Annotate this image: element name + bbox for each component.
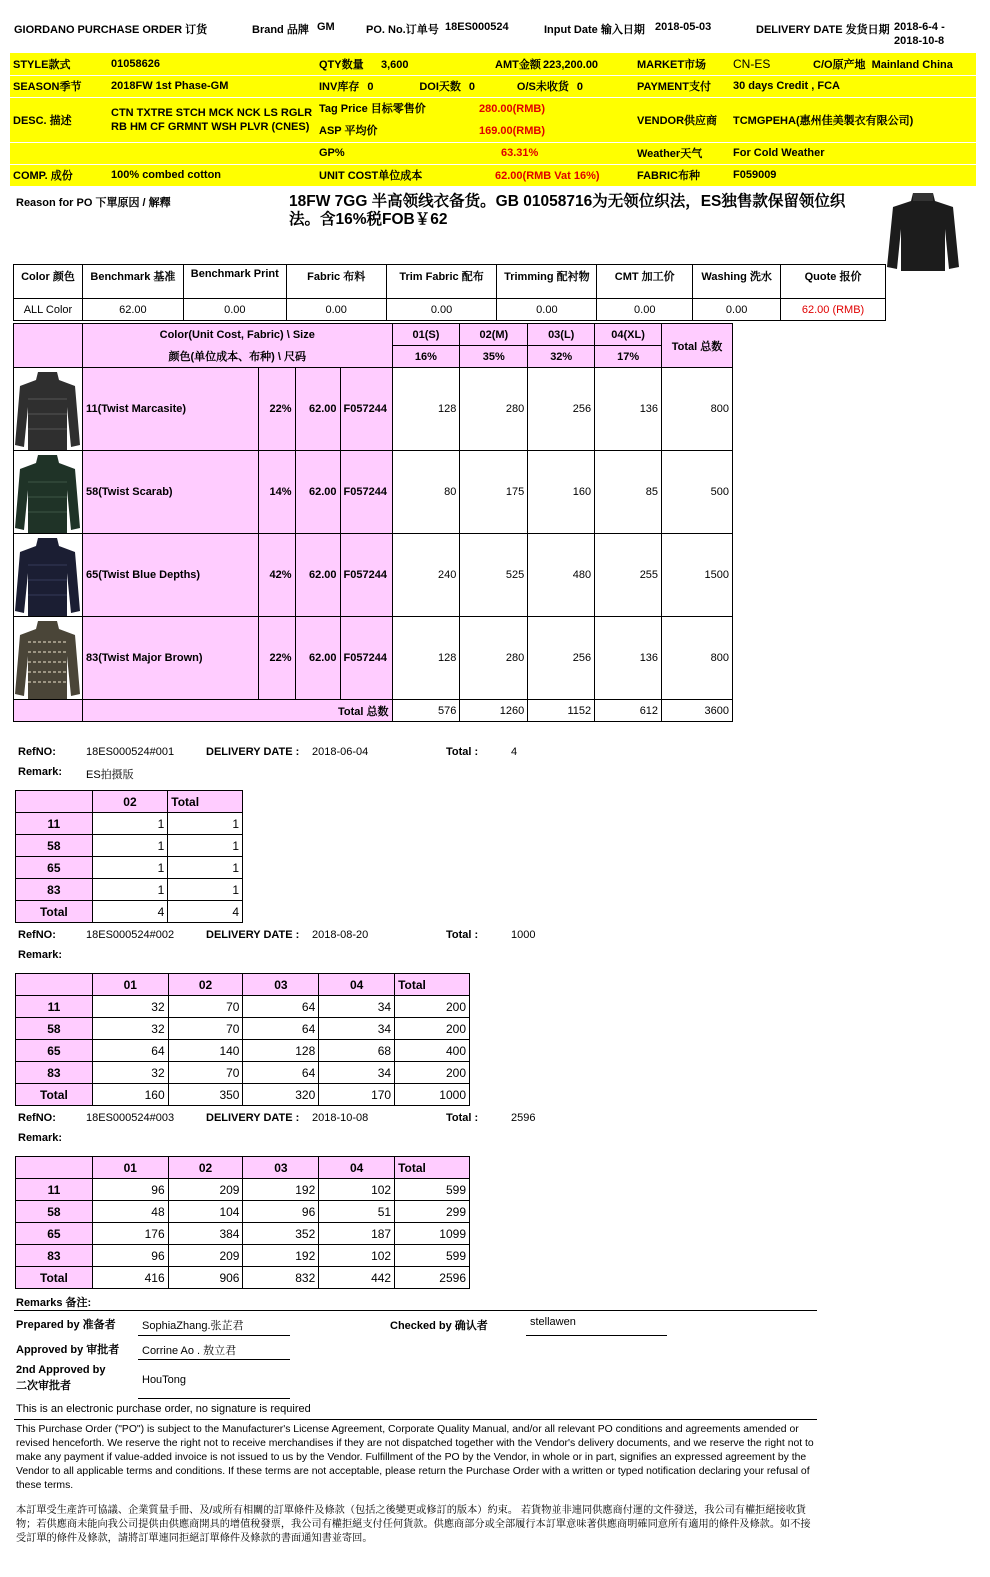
delivery-row-label: 11 xyxy=(16,813,93,835)
cost-header: CMT 加工价 xyxy=(597,265,693,299)
delivery-row-label: 58 xyxy=(16,1201,93,1223)
cost-value-row xyxy=(14,299,886,321)
swatch-twist-scarab xyxy=(14,452,81,533)
delivery-total-value: 2596 xyxy=(511,1112,536,1124)
delivery-cell: 140 xyxy=(168,1040,243,1062)
season-value: 2018FW 1st Phase-GM xyxy=(108,75,316,97)
delivery-cell: 48 xyxy=(92,1201,168,1223)
color-fabric: F057244 xyxy=(340,617,392,700)
delivery-row-label: 83 xyxy=(16,1245,93,1267)
remark-label: Remark: xyxy=(18,766,63,778)
input-date-label: Input Date 输入日期 xyxy=(544,24,645,36)
delivery-cell: 34 xyxy=(319,1062,395,1084)
color-name: 65(Twist Blue Depths) xyxy=(82,534,258,617)
delivery-cell: 32 xyxy=(92,1018,168,1040)
color-unit-cost: 62.00 xyxy=(295,534,340,617)
cost-header: Color 颜色 xyxy=(14,265,83,299)
qty-cell: 525 xyxy=(460,534,528,617)
approved2-label-en: 2nd Approved by xyxy=(16,1364,106,1376)
delivery-cell: 102 xyxy=(319,1245,395,1267)
delivery-row-label: Total xyxy=(16,1084,93,1106)
cost-table xyxy=(13,264,886,321)
doi-label: DOI天数 xyxy=(419,81,461,93)
delivery-cell: 2596 xyxy=(395,1267,470,1289)
brand-value: GM xyxy=(317,21,335,33)
delivery-cell: 51 xyxy=(319,1201,395,1223)
row-total: 800 xyxy=(662,368,733,451)
delivery-cell: 1 xyxy=(168,835,243,857)
grand-total-row xyxy=(14,700,733,722)
cost-header: Fabric 布料 xyxy=(286,265,386,299)
delivery-cell: 70 xyxy=(168,996,243,1018)
signature-line xyxy=(526,1335,667,1336)
color-row xyxy=(14,368,733,451)
delivery-date-value: 2018-06-04 xyxy=(312,746,369,758)
color-percent: 14% xyxy=(258,451,295,534)
cost-header: Quote 报价 xyxy=(781,265,886,299)
cost-value: ALL Color xyxy=(14,299,83,321)
tag-price-label: Tag Price 目标零售价 xyxy=(319,102,426,115)
delivery-cell: 906 xyxy=(168,1267,243,1289)
color-row xyxy=(14,451,733,534)
delivery-cell: 1 xyxy=(92,835,168,857)
weather-value: For Cold Weather xyxy=(730,142,976,164)
delivery-cell: 209 xyxy=(168,1179,243,1201)
grand-total-cell: 1260 xyxy=(460,700,528,722)
delivery-cell: 200 xyxy=(395,1062,470,1084)
delivery-col-header: 04 xyxy=(319,1157,395,1179)
terms-chinese: 本訂單受生產許可協議、企業質量手冊、及/或所有相關的訂單條件及條款（包括之後變更或修訂的版本）約束。 若貨物並非連同供應商付運的文件發送，我公司有權拒絕接收貨物；若供應商未能向我公司提供由供應商開具的增值稅發票，我公司有權拒絕支付任何貨款。供應商部分或全部履行本訂單意味著供應商明確同意所有適用的條件及條款。如不接受訂單的條件及條款，請將訂單連同拒絕訂單條件及條款的書面通知書並寄回。 xyxy=(16,1505,811,1544)
delivery-cell: 400 xyxy=(395,1040,470,1062)
delivery-col-header: 01 xyxy=(92,1157,168,1179)
delivery-cell: 96 xyxy=(92,1245,168,1267)
delivery-cell: 64 xyxy=(92,1040,168,1062)
delivery-cell: 599 xyxy=(395,1245,470,1267)
terms-english: This Purchase Order ("PO") is subject to the Manufacturer's License Agreement, Corporate Quality Manual, and/or all relevant PO conditions and agreements amended or revised henceforth. We reserve the right not to receive merchandises if they are not dispatched together with the Vendor's delivery documents, and we reserve the right not to make any payment if value-added invoice is not issued to us by the Vendor. Fulfillment of the PO by the Vendor, in whole or in part, signifies an expressed agreement by the Vendor to all applicable terms and conditions. If these terms are not acceptable, please return the Purchase Order with a written or typed notification declaring your refusal of these terms. xyxy=(16,1424,814,1491)
market-value: CN-ES xyxy=(733,56,771,71)
delivery-cell: 1 xyxy=(92,857,168,879)
swatch-twist-marcasite xyxy=(14,369,81,450)
delivery-row-label: 11 xyxy=(16,996,93,1018)
qty-cell: 136 xyxy=(595,368,662,451)
delivery-cell: 64 xyxy=(243,1062,319,1084)
refno-value: 18ES000524#003 xyxy=(86,1112,175,1124)
grand-total-cell: 1152 xyxy=(528,700,595,722)
delivery-cell: 1 xyxy=(168,879,243,901)
weather-label: Weather天气 xyxy=(634,142,730,164)
remarks-label: Remarks 备注: xyxy=(16,1297,92,1309)
delivery-total-label: Total : xyxy=(446,746,479,758)
delivery-col-header: 02 xyxy=(168,974,243,996)
refno-label: RefNO: xyxy=(18,929,56,941)
inv-value: 0 xyxy=(367,81,374,93)
style-value: 01058626 xyxy=(108,53,316,75)
gp-value: 63.31% xyxy=(501,147,539,159)
size-ratio: 32% xyxy=(528,346,595,368)
po-number-label: PO. No.订单号 xyxy=(366,24,439,36)
cost-value: 62.00 (RMB) xyxy=(781,299,886,321)
signature-line xyxy=(138,1335,290,1336)
delivery-cell: 64 xyxy=(243,1018,319,1040)
remark-value: ES拍摄版 xyxy=(86,769,134,781)
vendor-label: VENDOR供应商 xyxy=(634,97,730,142)
color-row xyxy=(14,534,733,617)
market-label: MARKET市场 xyxy=(634,53,730,75)
delivery-row-label: 65 xyxy=(16,1040,93,1062)
size-breakdown-table xyxy=(13,323,733,722)
qty-cell: 480 xyxy=(528,534,595,617)
delivery-row-label: Total xyxy=(16,1267,93,1289)
row-total: 800 xyxy=(662,617,733,700)
delivery-cell: 170 xyxy=(319,1084,395,1106)
desc-label: DESC. 描述 xyxy=(10,97,108,142)
delivery-cell: 442 xyxy=(319,1267,395,1289)
delivery-cell: 96 xyxy=(243,1201,319,1223)
delivery-cell: 34 xyxy=(319,1018,395,1040)
cost-header: Benchmark 基准 xyxy=(82,265,183,299)
qty-cell: 255 xyxy=(595,534,662,617)
input-date: 2018-05-03 xyxy=(655,21,712,33)
refno-label: RefNO: xyxy=(18,746,56,758)
color-fabric: F057244 xyxy=(340,368,392,451)
approved2-label-cn: 二次审批者 xyxy=(16,1380,71,1392)
row-total: 1500 xyxy=(662,534,733,617)
grand-total-label: Total 总数 xyxy=(82,700,392,722)
size-ratio: 17% xyxy=(595,346,662,368)
swatch-twist-blue-depths xyxy=(14,535,81,616)
unit-cost-value: 62.00(RMB Vat 16%) xyxy=(495,170,600,183)
remark-label: Remark: xyxy=(18,949,63,961)
delivery-cell: 68 xyxy=(319,1040,395,1062)
season-label: SEASON季节 xyxy=(10,75,108,97)
delivery-col-header: Total xyxy=(395,974,470,996)
delivery-cell: 350 xyxy=(168,1084,243,1106)
delivery-cell: 200 xyxy=(395,1018,470,1040)
amt-value: 223,200.00 xyxy=(543,58,599,71)
delivery-col-header: Total xyxy=(168,791,243,813)
reason-line-1: 18FW 7GG 半高领线衣备货。GB 01058716为无领位织法，ES独售款保留领位织 xyxy=(289,193,846,210)
size-header: 02(M) xyxy=(460,324,528,346)
color-unit-cost: 62.00 xyxy=(295,368,340,451)
delivery-cell: 1099 xyxy=(395,1223,470,1245)
delivery-cell: 32 xyxy=(92,996,168,1018)
reason-text xyxy=(289,193,845,229)
qty-cell: 160 xyxy=(528,451,595,534)
delivery-total-label: Total : xyxy=(446,929,479,941)
unit-cost-label: UNIT COST单位成本 xyxy=(319,170,423,183)
color-row xyxy=(14,617,733,700)
color-name: 83(Twist Major Brown) xyxy=(82,617,258,700)
delivery-cell: 192 xyxy=(243,1179,319,1201)
cost-header-row xyxy=(14,265,886,299)
cost-value: 0.00 xyxy=(183,299,286,321)
delivery-col-header: 01 xyxy=(92,974,168,996)
payment-value: 30 days Credit , FCA xyxy=(730,75,976,97)
cost-value: 62.00 xyxy=(82,299,183,321)
delivery-cell: 96 xyxy=(92,1179,168,1201)
desc-line-1: CTN TXTRE STCH MCK NCK LS RGLR xyxy=(111,106,313,119)
os-label: O/S未收货 xyxy=(516,81,569,93)
checked-value: stellawen xyxy=(530,1316,576,1328)
delivery-date-value: 2018-10-08 xyxy=(312,1112,369,1124)
delivery-date-start: 2018-6-4 - xyxy=(894,21,945,33)
delivery-row-label: 65 xyxy=(16,857,93,879)
cost-header: Trim Fabric 配布 xyxy=(386,265,497,299)
row-total: 500 xyxy=(662,451,733,534)
cost-value: 0.00 xyxy=(386,299,497,321)
delivery-row-label: 11 xyxy=(16,1179,93,1201)
delivery-col-header: 04 xyxy=(319,974,395,996)
color-percent: 22% xyxy=(258,368,295,451)
signature-line xyxy=(138,1359,290,1360)
refno-value: 18ES000524#002 xyxy=(86,929,175,941)
qty-cell: 128 xyxy=(392,368,460,451)
gp-label: GP% xyxy=(319,147,345,159)
size-ratio: 16% xyxy=(392,346,460,368)
qty-cell: 280 xyxy=(460,368,528,451)
delivery-table-2 xyxy=(15,973,470,1106)
delivery-cell: 192 xyxy=(243,1245,319,1267)
delivery-row-label: 83 xyxy=(16,1062,93,1084)
size-header: 03(L) xyxy=(528,324,595,346)
delivery-col-header: 02 xyxy=(92,791,168,813)
comp-value: 100% combed cotton xyxy=(108,164,316,186)
divider xyxy=(14,1310,817,1311)
origin-value: Mainland China xyxy=(871,58,953,71)
qty-label: QTY数量 xyxy=(319,58,364,71)
delivery-cell: 176 xyxy=(92,1223,168,1245)
delivery-cell: 32 xyxy=(92,1062,168,1084)
os-value: 0 xyxy=(576,81,583,93)
vendor-value: TCMGPEHA(惠州佳美製衣有限公司) xyxy=(730,97,976,142)
delivery-cell: 4 xyxy=(168,901,243,923)
qty-cell: 80 xyxy=(392,451,460,534)
signature-line xyxy=(138,1398,290,1399)
delivery-date-label: DELIVERY DATE : xyxy=(206,746,300,758)
cost-header: Trimming 配衬物 xyxy=(497,265,597,299)
delivery-cell: 128 xyxy=(243,1040,319,1062)
grand-total-cell: 612 xyxy=(595,700,662,722)
po-number: 18ES000524 xyxy=(445,21,509,33)
po-title: GIORDANO PURCHASE ORDER 订货 xyxy=(14,24,208,36)
style-thumbnail xyxy=(887,189,959,271)
fabric-value: F059009 xyxy=(730,164,976,186)
delivery-col-header: Total xyxy=(395,1157,470,1179)
origin-label: C/O原产地 xyxy=(813,58,866,71)
delivery-cell: 209 xyxy=(168,1245,243,1267)
delivery-cell: 104 xyxy=(168,1201,243,1223)
delivery-total-value: 1000 xyxy=(511,929,536,941)
delivery-cell: 200 xyxy=(395,996,470,1018)
cost-value: 0.00 xyxy=(286,299,386,321)
delivery-cell: 1 xyxy=(168,857,243,879)
color-name: 58(Twist Scarab) xyxy=(82,451,258,534)
asp-value: 169.00(RMB) xyxy=(479,124,546,137)
delivery-col-header: 03 xyxy=(243,974,319,996)
color-fabric: F057244 xyxy=(340,451,392,534)
grand-total-cell: 576 xyxy=(392,700,460,722)
po-info-table xyxy=(10,53,976,186)
doi-value: 0 xyxy=(468,81,476,93)
cost-header: Washing 洗水 xyxy=(693,265,781,299)
delivery-cell: 299 xyxy=(395,1201,470,1223)
cost-header: Benchmark Print xyxy=(183,265,286,299)
prepared-label: Prepared by 准备者 xyxy=(16,1319,116,1331)
approved2-value: HouTong xyxy=(142,1374,187,1386)
checked-label: Checked by 确认者 xyxy=(390,1320,488,1332)
size-header: 01(S) xyxy=(392,324,460,346)
desc-line-2: RB HM CF GRMNT WSH PLVR (CNES) xyxy=(111,120,310,133)
cost-value: 0.00 xyxy=(693,299,781,321)
color-name: 11(Twist Marcasite) xyxy=(82,368,258,451)
qty-cell: 85 xyxy=(595,451,662,534)
qty-cell: 128 xyxy=(392,617,460,700)
size-header: 04(XL) xyxy=(595,324,662,346)
refno-label: RefNO: xyxy=(18,1112,56,1124)
color-unit-cost: 62.00 xyxy=(295,617,340,700)
qty-cell: 256 xyxy=(528,617,595,700)
tag-price-value: 280.00(RMB) xyxy=(479,102,546,115)
delivery-cell: 187 xyxy=(319,1223,395,1245)
size-ratio: 35% xyxy=(460,346,528,368)
grand-total-cell: 3600 xyxy=(662,700,733,722)
remark-label: Remark: xyxy=(18,1132,63,1144)
delivery-cell: 4 xyxy=(92,901,168,923)
divider xyxy=(14,1419,817,1420)
qty-cell: 256 xyxy=(528,368,595,451)
delivery-date-label: DELIVERY DATE : xyxy=(206,1112,300,1124)
delivery-cell: 416 xyxy=(92,1267,168,1289)
delivery-row-label: Total xyxy=(16,901,93,923)
delivery-cell: 102 xyxy=(319,1179,395,1201)
delivery-row-label: 58 xyxy=(16,1018,93,1040)
refno-value: 18ES000524#001 xyxy=(86,746,175,758)
style-label: STYLE款式 xyxy=(10,53,108,75)
approved-value: Corrine Ao . 敖立君 xyxy=(142,1345,237,1357)
color-percent: 22% xyxy=(258,617,295,700)
delivery-cell: 34 xyxy=(319,996,395,1018)
color-fabric: F057244 xyxy=(340,534,392,617)
prepared-value: SophiaZhang.张芷君 xyxy=(142,1320,244,1332)
delivery-cell: 1000 xyxy=(395,1084,470,1106)
delivery-date-label: DELIVERY DATE 发货日期 xyxy=(756,24,890,36)
comp-label: COMP. 成份 xyxy=(10,164,108,186)
qty-cell: 240 xyxy=(392,534,460,617)
color-unit-cost: 62.00 xyxy=(295,451,340,534)
delivery-date-label: DELIVERY DATE : xyxy=(206,929,300,941)
payment-label: PAYMENT支付 xyxy=(634,75,730,97)
reason-line-2: 法。含16%税FOB￥62 xyxy=(289,211,448,228)
delivery-cell: 352 xyxy=(243,1223,319,1245)
color-size-header: Color(Unit Cost, Fabric) \ Size xyxy=(82,324,392,346)
delivery-table-1 xyxy=(15,790,243,923)
color-percent: 42% xyxy=(258,534,295,617)
qty-cell: 280 xyxy=(460,617,528,700)
qty-value: 3,600 xyxy=(381,58,409,71)
swatch-twist-major-brown xyxy=(14,618,81,699)
delivery-cell: 599 xyxy=(395,1179,470,1201)
brand-label: Brand 品牌 xyxy=(252,24,309,36)
delivery-cell: 64 xyxy=(243,996,319,1018)
delivery-cell: 832 xyxy=(243,1267,319,1289)
delivery-row-label: 65 xyxy=(16,1223,93,1245)
asp-label: ASP 平均价 xyxy=(319,124,378,137)
approved-label: Approved by 审批者 xyxy=(16,1344,120,1356)
cost-value: 0.00 xyxy=(597,299,693,321)
delivery-total-value: 4 xyxy=(511,746,518,758)
delivery-cell: 1 xyxy=(92,813,168,835)
reason-label: Reason for PO 下單原因 / 解釋 xyxy=(16,197,171,209)
delivery-cell: 70 xyxy=(168,1062,243,1084)
delivery-cell: 1 xyxy=(168,813,243,835)
cost-value: 0.00 xyxy=(497,299,597,321)
amt-label: AMT金额 xyxy=(495,58,541,71)
delivery-row-label: 83 xyxy=(16,879,93,901)
delivery-col-header: 02 xyxy=(168,1157,243,1179)
delivery-date-value: 2018-08-20 xyxy=(312,929,369,941)
electronic-note: This is an electronic purchase order, no signature is required xyxy=(16,1403,311,1415)
delivery-cell: 160 xyxy=(92,1084,168,1106)
delivery-cell: 70 xyxy=(168,1018,243,1040)
color-size-header-cn: 颜色(单位成本、布种) \ 尺码 xyxy=(82,346,392,368)
fabric-label: FABRIC布种 xyxy=(634,164,730,186)
delivery-total-label: Total : xyxy=(446,1112,479,1124)
delivery-table-3 xyxy=(15,1156,470,1289)
delivery-cell: 1 xyxy=(92,879,168,901)
inv-label: INV库存 xyxy=(319,81,360,93)
qty-cell: 136 xyxy=(595,617,662,700)
delivery-cell: 384 xyxy=(168,1223,243,1245)
delivery-col-header: 03 xyxy=(243,1157,319,1179)
qty-cell: 175 xyxy=(460,451,528,534)
delivery-row-label: 58 xyxy=(16,835,93,857)
total-header: Total 总数 xyxy=(662,324,733,368)
delivery-date-end: 2018-10-8 xyxy=(894,35,945,47)
delivery-cell: 320 xyxy=(243,1084,319,1106)
